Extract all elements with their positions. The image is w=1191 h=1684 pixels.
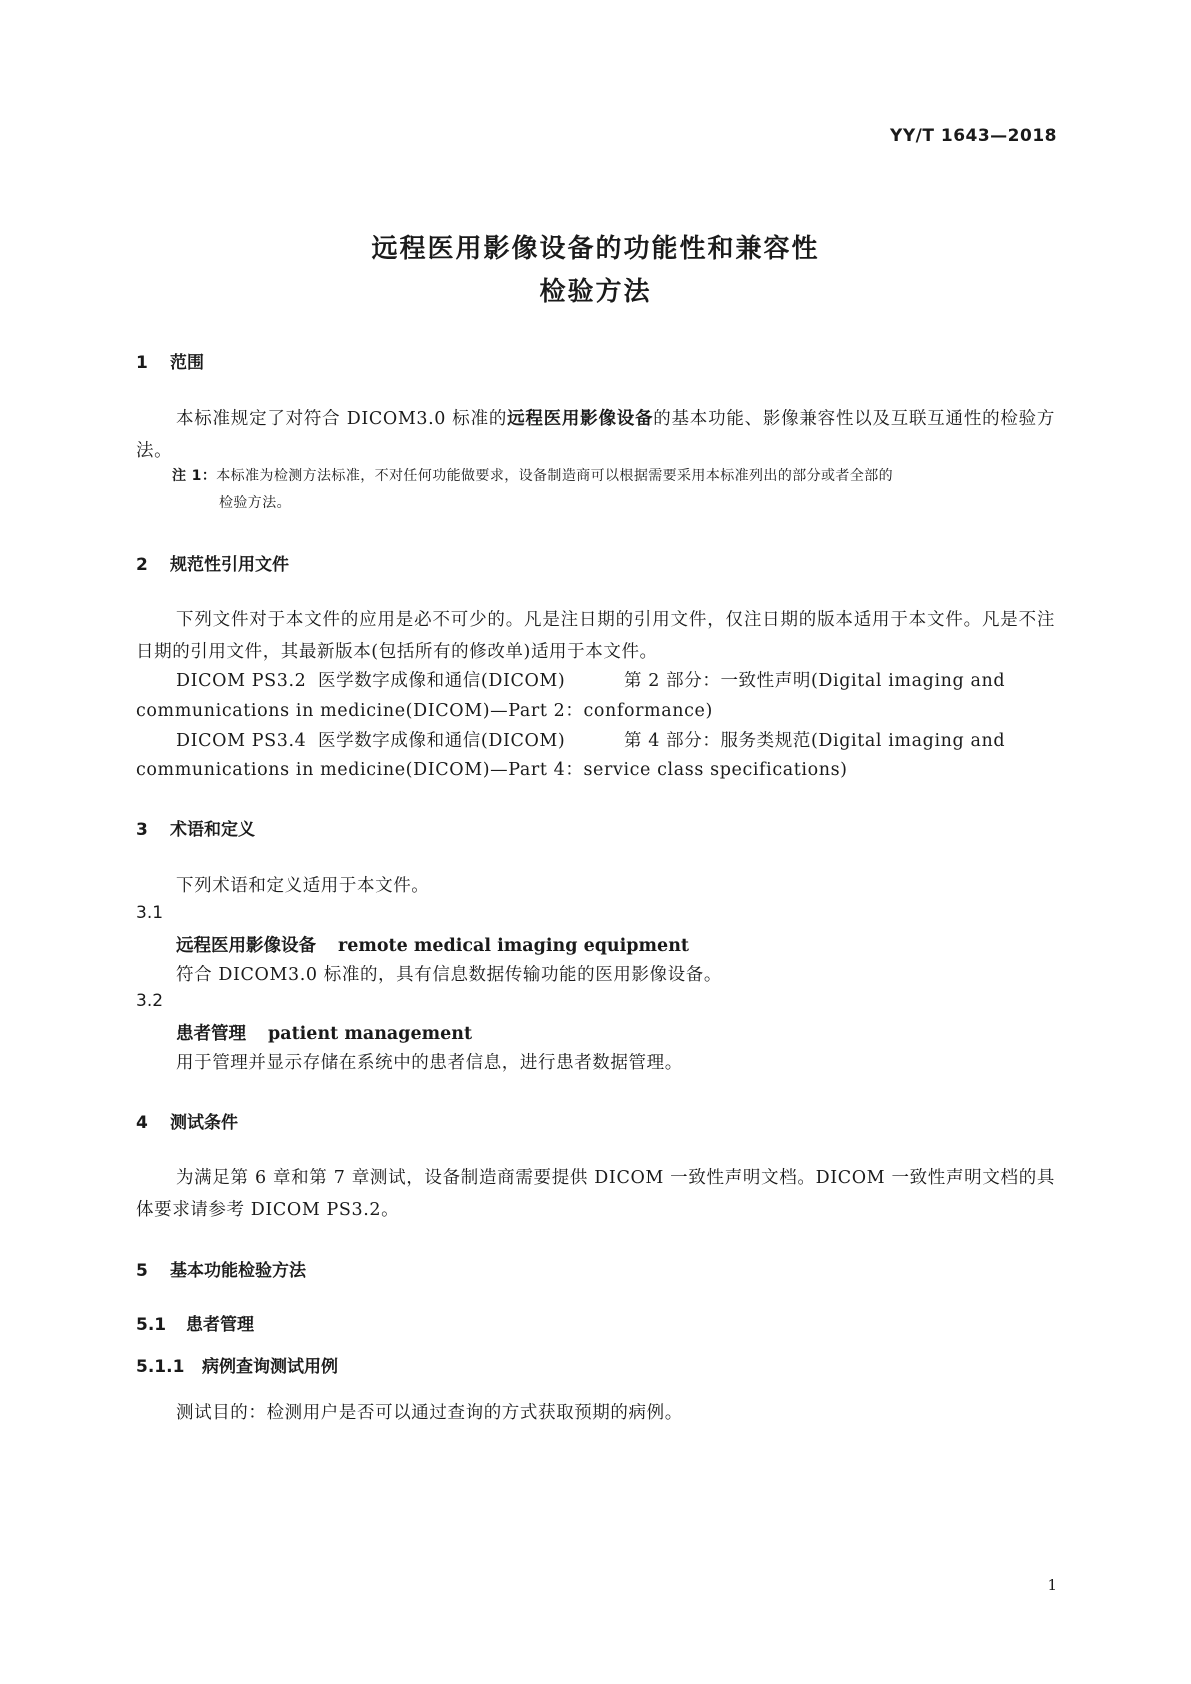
document-title [0,228,1191,314]
section-5-1-heading: 5.1 患者管理 [136,1315,254,1335]
section-5-1-1-paragraph: 测试目的：检测用户是否可以通过查询的方式获取预期的病例。 [176,1403,683,1423]
standard-code: YY/T 1643—2018 [890,126,1057,146]
term-2-title: 患者管理 patient management [176,1024,473,1044]
reference-2: DICOM PS3.4 医学数字成像和通信(DICOM) 第 4 部分：服务类规范(Digital imaging and [176,731,1006,751]
term-1-definition: 符合 DICOM3.0 标准的，具有信息数据传输功能的医用影像设备。 [176,965,722,985]
term-1-number: 3.1 [136,903,164,923]
section-1-note: 注 1：本标准为检测方法标准，不对任何功能做要求，设备制造商可以根据需要采用本标准列出的部分或者全部的 检验方法。 [172,468,894,511]
term-2-definition: 用于管理并显示存储在系统中的患者信息，进行患者数据管理。 [176,1053,683,1073]
title-line-1: 远程医用影像设备的功能性和兼容性 [371,234,820,264]
section-4-heading: 4 测试条件 [136,1113,238,1133]
section-3-intro: 下列术语和定义适用于本文件。 [176,876,430,896]
section-2-heading: 2 规范性引用文件 [136,555,289,575]
section-1-paragraph: 本标准规定了对符合 DICOM3.0 标准的远程医用影像设备的基本功能、影像兼容性以及互联互通性的检验方法。 [136,409,1055,461]
section-5-1-1-heading: 5.1.1 病例查询测试用例 [136,1357,338,1377]
title-line-2: 检验方法 [539,277,652,307]
section-4-paragraph: 为满足第 6 章和第 7 章测试，设备制造商需要提供 DICOM 一致性声明文档。DICOM 一致性声明文档的具体要求请参考 DICOM PS3.2。 [136,1168,1055,1220]
section-3-heading: 3 术语和定义 [136,820,255,840]
reference-1: DICOM PS3.2 医学数字成像和通信(DICOM) 第 2 部分：一致性声明(Digital imaging and [176,671,1006,691]
section-1-heading: 1 范围 [136,353,204,373]
reference-1-continuation: communications in medicine(DICOM)—Part 2：conformance) [136,701,713,721]
section-2-paragraph: 下列文件对于本文件的应用是必不可少的。凡是注日期的引用文件，仅注日期的版本适用于本文件。凡是不注日期的引用文件，其最新版本(包括所有的修改单)适用于本文件。 [136,610,1055,662]
term-1-title: 远程医用影像设备 remote medical imaging equipment [176,936,689,956]
reference-2-continuation: communications in medicine(DICOM)—Part 4：service class specifications) [136,760,848,780]
page-number: 1 [1047,1576,1057,1594]
section-5-heading: 5 基本功能检验方法 [136,1261,306,1281]
term-2-number: 3.2 [136,991,164,1011]
